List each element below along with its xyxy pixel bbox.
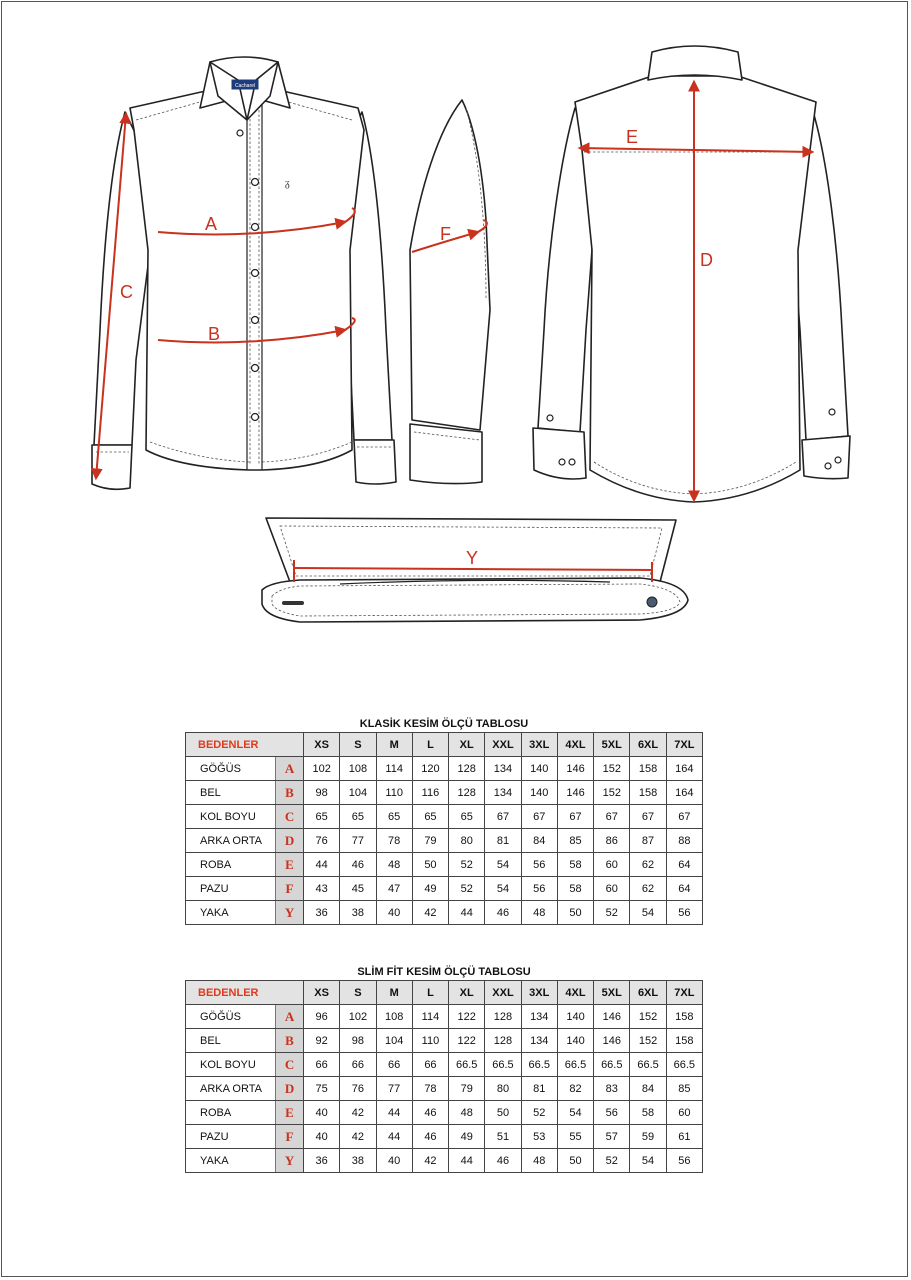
measurement-value: 48 xyxy=(521,1149,557,1173)
measurement-name: BEL xyxy=(186,781,276,805)
size-header: 4XL xyxy=(557,733,593,757)
measurement-value: 86 xyxy=(594,829,630,853)
measurement-value: 108 xyxy=(376,1005,412,1029)
measurement-name: BEL xyxy=(186,1029,276,1053)
table-row xyxy=(186,1125,703,1149)
measurement-letter: Y xyxy=(276,1149,304,1173)
size-header: XL xyxy=(449,733,485,757)
measurement-value: 52 xyxy=(521,1101,557,1125)
label-c: C xyxy=(120,282,133,302)
measurement-value: 128 xyxy=(449,757,485,781)
table-row xyxy=(186,1053,703,1077)
measurement-value: 40 xyxy=(304,1101,340,1125)
measurement-value: 152 xyxy=(630,1005,666,1029)
measurement-value: 52 xyxy=(594,1149,630,1173)
measurement-value: 66 xyxy=(412,1053,448,1077)
size-header: 7XL xyxy=(666,981,702,1005)
size-header: M xyxy=(376,733,412,757)
measurement-value: 62 xyxy=(630,853,666,877)
measurement-value: 104 xyxy=(376,1029,412,1053)
measurement-value: 152 xyxy=(594,781,630,805)
size-header: S xyxy=(340,733,376,757)
measurement-value: 44 xyxy=(449,901,485,925)
measurement-value: 134 xyxy=(521,1005,557,1029)
measurement-value: 40 xyxy=(376,901,412,925)
size-header: 5XL xyxy=(594,981,630,1005)
table-row xyxy=(186,781,703,805)
measurement-name: GÖĞÜS xyxy=(186,757,276,781)
measurement-value: 46 xyxy=(485,1149,521,1173)
size-table xyxy=(185,732,703,925)
measurement-name: YAKA xyxy=(186,1149,276,1173)
size-header: 6XL xyxy=(630,981,666,1005)
measurement-value: 164 xyxy=(666,781,702,805)
measurement-value: 83 xyxy=(594,1077,630,1101)
measurement-value: 51 xyxy=(485,1125,521,1149)
label-a: A xyxy=(205,214,218,234)
measurement-value: 110 xyxy=(412,1029,448,1053)
measurement-value: 128 xyxy=(485,1029,521,1053)
size-header: XS xyxy=(304,981,340,1005)
measurement-value: 58 xyxy=(557,853,593,877)
measurement-value: 46 xyxy=(412,1101,448,1125)
svg-text:Cacharel: Cacharel xyxy=(234,83,256,89)
measurement-value: 46 xyxy=(412,1125,448,1149)
measurement-value: 66.5 xyxy=(449,1053,485,1077)
measurement-value: 66.5 xyxy=(594,1053,630,1077)
measurement-value: 98 xyxy=(340,1029,376,1053)
measurement-value: 49 xyxy=(412,877,448,901)
table-row xyxy=(186,877,703,901)
measurement-value: 158 xyxy=(630,757,666,781)
measurement-value: 44 xyxy=(304,853,340,877)
classic-size-table xyxy=(185,716,703,925)
measurement-value: 85 xyxy=(666,1077,702,1101)
size-header: 5XL xyxy=(594,733,630,757)
table-row xyxy=(186,1101,703,1125)
measurement-value: 40 xyxy=(304,1125,340,1149)
measurement-value: 110 xyxy=(376,781,412,805)
size-header: XXL xyxy=(485,981,521,1005)
measurement-value: 54 xyxy=(557,1101,593,1125)
measurement-value: 46 xyxy=(340,853,376,877)
measurement-value: 128 xyxy=(485,1005,521,1029)
table-header-row xyxy=(186,733,703,757)
measurement-value: 85 xyxy=(557,829,593,853)
measurement-value: 42 xyxy=(340,1101,376,1125)
label-f: F xyxy=(440,224,451,244)
measurement-letter: E xyxy=(276,1101,304,1125)
measurement-value: 48 xyxy=(376,853,412,877)
measurement-value: 53 xyxy=(521,1125,557,1149)
measurement-value: 45 xyxy=(340,877,376,901)
measurement-name: GÖĞÜS xyxy=(186,1005,276,1029)
size-header: S xyxy=(340,981,376,1005)
measurement-value: 75 xyxy=(304,1077,340,1101)
slim-fit-size-table xyxy=(185,964,703,1173)
table-body xyxy=(186,757,703,925)
table-row xyxy=(186,901,703,925)
table-title: SLİM FİT KESİM ÖLÇÜ TABLOSU xyxy=(357,966,531,978)
table-row xyxy=(186,1149,703,1173)
measurement-value: 43 xyxy=(304,877,340,901)
measurement-value: 128 xyxy=(449,781,485,805)
measurement-letter: D xyxy=(276,829,304,853)
size-header: L xyxy=(412,981,448,1005)
measurement-value: 158 xyxy=(666,1005,702,1029)
measurement-letter: A xyxy=(276,757,304,781)
measurement-value: 56 xyxy=(521,853,557,877)
measurement-value: 47 xyxy=(376,877,412,901)
measurement-value: 78 xyxy=(412,1077,448,1101)
measurement-value: 146 xyxy=(594,1029,630,1053)
measurement-value: 64 xyxy=(666,877,702,901)
measurement-value: 42 xyxy=(412,1149,448,1173)
measurement-value: 67 xyxy=(557,805,593,829)
measurement-value: 77 xyxy=(376,1077,412,1101)
measurement-name: KOL BOYU xyxy=(186,805,276,829)
measurement-name: PAZU xyxy=(186,877,276,901)
measurement-value: 88 xyxy=(666,829,702,853)
measurement-value: 66 xyxy=(376,1053,412,1077)
measurement-value: 80 xyxy=(449,829,485,853)
measurement-value: 78 xyxy=(376,829,412,853)
measurement-value: 114 xyxy=(412,1005,448,1029)
size-header: 6XL xyxy=(630,733,666,757)
measurement-value: 42 xyxy=(340,1125,376,1149)
measurement-value: 38 xyxy=(340,1149,376,1173)
measurement-value: 134 xyxy=(485,757,521,781)
measurement-value: 56 xyxy=(666,901,702,925)
measurement-value: 164 xyxy=(666,757,702,781)
measurement-value: 50 xyxy=(485,1101,521,1125)
measurement-value: 84 xyxy=(521,829,557,853)
table-header-row xyxy=(186,981,703,1005)
measurement-letter: C xyxy=(276,805,304,829)
label-y: Y xyxy=(466,548,479,568)
measurement-value: 140 xyxy=(557,1029,593,1053)
measurement-value: 44 xyxy=(449,1149,485,1173)
measurement-value: 61 xyxy=(666,1125,702,1149)
size-table xyxy=(185,980,703,1173)
measurement-value: 65 xyxy=(412,805,448,829)
measurement-value: 48 xyxy=(449,1101,485,1125)
measurement-letter: F xyxy=(276,877,304,901)
measurement-value: 62 xyxy=(630,877,666,901)
measurement-value: 36 xyxy=(304,901,340,925)
measurement-value: 67 xyxy=(630,805,666,829)
measurement-letter: D xyxy=(276,1077,304,1101)
measurement-value: 44 xyxy=(376,1101,412,1125)
measurement-value: 54 xyxy=(485,877,521,901)
label-e: E xyxy=(626,127,639,147)
measurement-value: 120 xyxy=(412,757,448,781)
measurement-value: 42 xyxy=(412,901,448,925)
label-d: D xyxy=(700,250,713,270)
measurement-value: 66.5 xyxy=(630,1053,666,1077)
measurement-value: 66.5 xyxy=(557,1053,593,1077)
measurement-letter: C xyxy=(276,1053,304,1077)
measurement-value: 40 xyxy=(376,1149,412,1173)
measurement-value: 59 xyxy=(630,1125,666,1149)
measurement-letter: A xyxy=(276,1005,304,1029)
size-header: M xyxy=(376,981,412,1005)
measurement-value: 65 xyxy=(376,805,412,829)
table-row xyxy=(186,1029,703,1053)
measurement-value: 77 xyxy=(340,829,376,853)
measurement-value: 96 xyxy=(304,1005,340,1029)
measurement-letter: Y xyxy=(276,901,304,925)
table-row xyxy=(186,1077,703,1101)
measurement-value: 87 xyxy=(630,829,666,853)
measurement-letter: F xyxy=(276,1125,304,1149)
table-body xyxy=(186,1005,703,1173)
measurement-value: 66.5 xyxy=(666,1053,702,1077)
measurement-value: 134 xyxy=(521,1029,557,1053)
measurement-value: 79 xyxy=(412,829,448,853)
measurement-value: 76 xyxy=(304,829,340,853)
size-header: XXL xyxy=(485,733,521,757)
measurement-value: 146 xyxy=(594,1005,630,1029)
measurement-value: 67 xyxy=(485,805,521,829)
measurement-name: ARKA ORTA xyxy=(186,829,276,853)
measurement-value: 67 xyxy=(666,805,702,829)
measurement-value: 38 xyxy=(340,901,376,925)
measurement-value: 56 xyxy=(521,877,557,901)
measurement-value: 82 xyxy=(557,1077,593,1101)
measurement-value: 57 xyxy=(594,1125,630,1149)
measurement-value: 54 xyxy=(630,1149,666,1173)
measurement-value: 36 xyxy=(304,1149,340,1173)
measurement-value: 52 xyxy=(449,853,485,877)
measurement-value: 64 xyxy=(666,853,702,877)
measurement-value: 60 xyxy=(594,853,630,877)
table-row xyxy=(186,1005,703,1029)
size-header: XL xyxy=(449,981,485,1005)
sizes-header-label: BEDENLER xyxy=(186,981,304,1005)
measurement-value: 58 xyxy=(557,877,593,901)
measurement-value: 50 xyxy=(557,1149,593,1173)
measurement-value: 66 xyxy=(304,1053,340,1077)
measurement-value: 66.5 xyxy=(521,1053,557,1077)
table-row xyxy=(186,829,703,853)
measurement-value: 158 xyxy=(666,1029,702,1053)
measurement-letter: B xyxy=(276,1029,304,1053)
measurement-value: 50 xyxy=(557,901,593,925)
measurement-value: 56 xyxy=(666,1149,702,1173)
size-header: 3XL xyxy=(521,981,557,1005)
label-b: B xyxy=(208,324,221,344)
measurement-value: 102 xyxy=(340,1005,376,1029)
measurement-value: 114 xyxy=(376,757,412,781)
measurement-value: 108 xyxy=(340,757,376,781)
measurement-value: 104 xyxy=(340,781,376,805)
measurement-value: 116 xyxy=(412,781,448,805)
measurement-value: 48 xyxy=(521,901,557,925)
size-header: 3XL xyxy=(521,733,557,757)
measurement-value: 65 xyxy=(449,805,485,829)
measurement-value: 140 xyxy=(521,757,557,781)
measurement-value: 66.5 xyxy=(485,1053,521,1077)
measurement-value: 146 xyxy=(557,781,593,805)
measurement-value: 66 xyxy=(340,1053,376,1077)
measurement-value: 76 xyxy=(340,1077,376,1101)
measurement-value: 92 xyxy=(304,1029,340,1053)
measurement-value: 65 xyxy=(304,805,340,829)
measurement-value: 54 xyxy=(485,853,521,877)
measurement-value: 52 xyxy=(594,901,630,925)
shirt-back-drawing xyxy=(533,46,850,502)
sizes-header-label: BEDENLER xyxy=(186,733,304,757)
measurement-value: 134 xyxy=(485,781,521,805)
size-header: 4XL xyxy=(557,981,593,1005)
measurement-value: 49 xyxy=(449,1125,485,1149)
measurement-value: 140 xyxy=(521,781,557,805)
measurement-value: 122 xyxy=(449,1029,485,1053)
size-header: XS xyxy=(304,733,340,757)
measurement-value: 79 xyxy=(449,1077,485,1101)
measurement-name: ROBA xyxy=(186,1101,276,1125)
measurement-value: 140 xyxy=(557,1005,593,1029)
measurement-value: 46 xyxy=(485,901,521,925)
measurement-letter: E xyxy=(276,853,304,877)
measurement-value: 146 xyxy=(557,757,593,781)
measurement-value: 122 xyxy=(449,1005,485,1029)
size-header: 7XL xyxy=(666,733,702,757)
measurement-value: 60 xyxy=(594,877,630,901)
table-row xyxy=(186,757,703,781)
svg-text:ᵹ: ᵹ xyxy=(285,178,290,189)
measurement-value: 80 xyxy=(485,1077,521,1101)
measurement-value: 54 xyxy=(630,901,666,925)
measurement-value: 55 xyxy=(557,1125,593,1149)
measurement-value: 52 xyxy=(449,877,485,901)
measurement-value: 84 xyxy=(630,1077,666,1101)
table-row xyxy=(186,853,703,877)
measurement-value: 102 xyxy=(304,757,340,781)
measurement-value: 44 xyxy=(376,1125,412,1149)
measurement-name: ROBA xyxy=(186,853,276,877)
measurement-name: PAZU xyxy=(186,1125,276,1149)
measurement-value: 81 xyxy=(485,829,521,853)
measurement-value: 158 xyxy=(630,781,666,805)
measurement-value: 65 xyxy=(340,805,376,829)
measurement-value: 67 xyxy=(521,805,557,829)
measurement-value: 67 xyxy=(594,805,630,829)
table-title: KLASİK KESİM ÖLÇÜ TABLOSU xyxy=(359,718,529,730)
measurement-name: ARKA ORTA xyxy=(186,1077,276,1101)
size-header: L xyxy=(412,733,448,757)
shirt-front-drawing xyxy=(92,57,396,489)
measurement-value: 50 xyxy=(412,853,448,877)
table-row xyxy=(186,805,703,829)
measurement-name: YAKA xyxy=(186,901,276,925)
measurement-name: KOL BOYU xyxy=(186,1053,276,1077)
measurement-value: 81 xyxy=(521,1077,557,1101)
measurement-value: 56 xyxy=(594,1101,630,1125)
sleeve-drawing xyxy=(410,100,490,484)
measurement-letter: B xyxy=(276,781,304,805)
measurement-value: 58 xyxy=(630,1101,666,1125)
measurement-value: 152 xyxy=(630,1029,666,1053)
measurement-value: 60 xyxy=(666,1101,702,1125)
measurement-value: 152 xyxy=(594,757,630,781)
measurement-value: 98 xyxy=(304,781,340,805)
